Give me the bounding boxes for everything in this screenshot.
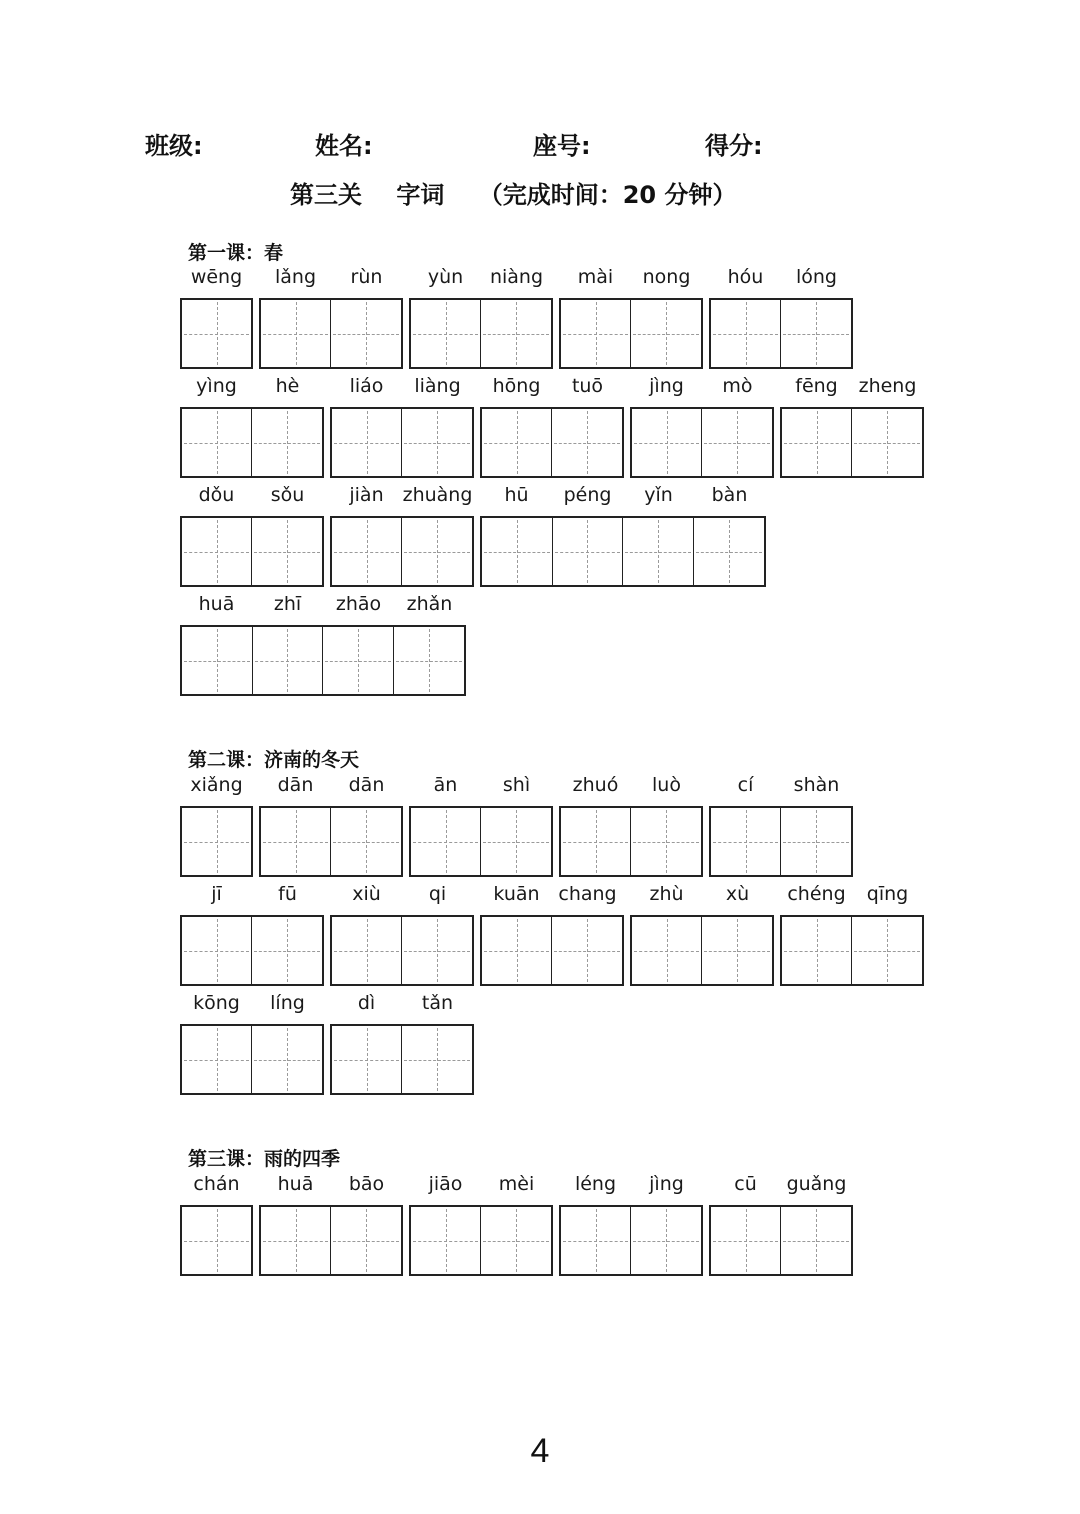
writing-cell[interactable]	[332, 917, 402, 984]
pinyin-label: yìng	[196, 375, 237, 397]
pinyin-label: zhāo	[335, 593, 382, 615]
pinyin-label: cí	[737, 774, 754, 796]
writing-cell[interactable]	[402, 917, 472, 984]
word-box-group	[180, 806, 253, 877]
pinyin-label: ān	[433, 774, 458, 796]
pinyin-label: dǒu	[198, 484, 235, 506]
writing-cell[interactable]	[331, 1207, 401, 1274]
pinyin-label: chang	[558, 883, 617, 905]
word-box-group	[409, 806, 553, 877]
writing-cell[interactable]	[182, 300, 251, 367]
pinyin-label: xiù	[352, 883, 381, 905]
word-box-group	[709, 1205, 853, 1276]
writing-cell[interactable]	[782, 409, 852, 476]
pinyin-label: yǐn	[644, 484, 673, 506]
pinyin-label: lǎng	[274, 266, 317, 288]
writing-cell[interactable]	[694, 518, 765, 585]
writing-cell[interactable]	[782, 917, 852, 984]
pinyin-label: guǎng	[786, 1173, 847, 1195]
word-box-group	[180, 915, 324, 986]
pinyin-label: qīng	[866, 883, 909, 905]
writing-cell[interactable]	[182, 1207, 251, 1274]
word-box-group	[559, 298, 703, 369]
writing-cell[interactable]	[702, 917, 772, 984]
writing-cell[interactable]	[182, 808, 251, 875]
writing-cell[interactable]	[552, 917, 622, 984]
writing-cell[interactable]	[631, 300, 701, 367]
pinyin-label: lóng	[795, 266, 837, 288]
pinyin-label: dān	[277, 774, 314, 796]
pinyin-label: huā	[198, 593, 235, 615]
writing-cell[interactable]	[481, 300, 551, 367]
pinyin-label: kōng	[193, 992, 240, 1014]
pinyin-label: jiàn	[349, 484, 384, 506]
pinyin-label: jìng	[649, 375, 684, 397]
writing-cell[interactable]	[482, 409, 552, 476]
word-box-group	[180, 298, 253, 369]
pinyin-label: jī	[211, 883, 222, 905]
pinyin-label: bāo	[348, 1173, 385, 1195]
word-box-group	[330, 1024, 474, 1095]
word-box-group	[559, 1205, 703, 1276]
pinyin-label: bàn	[711, 484, 748, 506]
writing-cell[interactable]	[261, 1207, 331, 1274]
pinyin-label: wēng	[190, 266, 243, 288]
lesson-title: 第二课：济南的冬天	[188, 749, 360, 771]
pinyin-label: jiāo	[428, 1173, 463, 1195]
pinyin-label: rùn	[350, 266, 383, 288]
writing-cell[interactable]	[182, 917, 252, 984]
pinyin-label: mài	[577, 266, 614, 288]
writing-cell[interactable]	[252, 409, 322, 476]
seat-field-label: 座号:	[533, 132, 591, 160]
writing-cell[interactable]	[332, 409, 402, 476]
writing-cell[interactable]	[411, 300, 481, 367]
writing-cell[interactable]	[481, 808, 551, 875]
word-box-group	[330, 407, 474, 478]
pinyin-label: péng	[563, 484, 612, 506]
pinyin-label: chéng	[787, 883, 846, 905]
word-box-group	[709, 298, 853, 369]
word-box-group	[180, 625, 466, 696]
writing-cell[interactable]	[261, 808, 331, 875]
pinyin-label: huā	[277, 1173, 314, 1195]
word-box-group	[409, 298, 553, 369]
writing-cell[interactable]	[402, 518, 472, 585]
word-box-group	[259, 806, 403, 877]
writing-cell[interactable]	[711, 1207, 781, 1274]
pinyin-label: mò	[722, 375, 753, 397]
title-topic: 字词	[396, 181, 445, 209]
writing-cell[interactable]	[852, 409, 922, 476]
writing-cell[interactable]	[182, 409, 252, 476]
pinyin-label: tuō	[571, 375, 604, 397]
writing-cell[interactable]	[781, 1207, 851, 1274]
pinyin-label: fēng	[795, 375, 838, 397]
writing-cell[interactable]	[182, 1026, 252, 1093]
title-time-limit: （完成时间：20 分钟）	[478, 181, 737, 209]
writing-cell[interactable]	[561, 1207, 631, 1274]
writing-cell[interactable]	[561, 808, 631, 875]
writing-cell[interactable]	[482, 518, 553, 585]
word-box-group	[259, 1205, 403, 1276]
writing-cell[interactable]	[252, 1026, 322, 1093]
writing-cell[interactable]	[623, 518, 694, 585]
pinyin-label: luò	[652, 774, 681, 796]
pinyin-label: mèi	[498, 1173, 535, 1195]
writing-cell[interactable]	[323, 627, 394, 694]
word-box-group	[330, 915, 474, 986]
pinyin-label: dì	[357, 992, 376, 1014]
writing-cell[interactable]	[252, 917, 322, 984]
writing-cell[interactable]	[332, 1026, 402, 1093]
writing-cell[interactable]	[561, 300, 631, 367]
pinyin-label: zhǎn	[406, 593, 453, 615]
pinyin-label: chán	[193, 1173, 240, 1195]
pinyin-label: cū	[734, 1173, 757, 1195]
pinyin-label: hū	[504, 484, 529, 506]
writing-cell[interactable]	[331, 808, 401, 875]
page-number: 4	[530, 1432, 550, 1470]
writing-cell[interactable]	[331, 300, 401, 367]
writing-cell[interactable]	[781, 300, 851, 367]
writing-cell[interactable]	[481, 1207, 551, 1274]
writing-cell[interactable]	[182, 627, 253, 694]
writing-cell[interactable]	[411, 1207, 481, 1274]
writing-cell[interactable]	[394, 627, 465, 694]
writing-cell[interactable]	[482, 917, 552, 984]
writing-cell[interactable]	[781, 808, 851, 875]
title-level: 第三关	[290, 181, 362, 209]
writing-cell[interactable]	[553, 518, 624, 585]
lesson-title: 第三课：雨的四季	[188, 1148, 341, 1170]
word-box-group	[559, 806, 703, 877]
name-field-label: 姓名:	[315, 132, 373, 160]
pinyin-label: tǎn	[421, 992, 454, 1014]
writing-cell[interactable]	[253, 627, 324, 694]
word-box-group	[780, 915, 924, 986]
word-box-group	[480, 915, 624, 986]
pinyin-label: liáo	[349, 375, 384, 397]
pinyin-label: sǒu	[270, 484, 305, 506]
writing-cell[interactable]	[711, 808, 781, 875]
pinyin-label: hè	[275, 375, 300, 397]
score-field-label: 得分:	[705, 132, 763, 160]
writing-cell[interactable]	[632, 409, 702, 476]
page-title	[290, 175, 762, 210]
pinyin-label: shì	[502, 774, 531, 796]
word-box-group	[709, 806, 853, 877]
pinyin-label: fū	[278, 883, 297, 905]
writing-cell[interactable]	[632, 917, 702, 984]
word-box-group	[480, 407, 624, 478]
pinyin-label: jìng	[649, 1173, 684, 1195]
pinyin-label: niàng	[489, 266, 544, 288]
writing-cell[interactable]	[631, 808, 701, 875]
pinyin-label: hōng	[492, 375, 541, 397]
word-box-group	[180, 1205, 253, 1276]
writing-cell[interactable]	[182, 518, 252, 585]
writing-cell[interactable]	[402, 409, 472, 476]
pinyin-label: xiǎng	[190, 774, 243, 796]
writing-cell[interactable]	[702, 409, 772, 476]
writing-cell[interactable]	[711, 300, 781, 367]
pinyin-label: shàn	[793, 774, 840, 796]
word-box-group	[259, 298, 403, 369]
word-box-group	[630, 915, 774, 986]
pinyin-label: qi	[428, 883, 447, 905]
writing-cell[interactable]	[552, 409, 622, 476]
word-box-group	[630, 407, 774, 478]
pinyin-label: zhuó	[572, 774, 619, 796]
word-box-group	[180, 516, 324, 587]
word-box-group	[180, 407, 324, 478]
pinyin-label: zhù	[649, 883, 684, 905]
pinyin-label: hóu	[727, 266, 764, 288]
word-box-group	[480, 516, 766, 587]
word-box-group	[180, 1024, 324, 1095]
pinyin-label: yùn	[427, 266, 464, 288]
writing-cell[interactable]	[411, 808, 481, 875]
writing-cell[interactable]	[631, 1207, 701, 1274]
pinyin-label: liàng	[414, 375, 461, 397]
pinyin-label: zheng	[858, 375, 917, 397]
pinyin-label: xù	[725, 883, 750, 905]
writing-cell[interactable]	[852, 917, 922, 984]
word-box-group	[330, 516, 474, 587]
pinyin-label: líng	[270, 992, 305, 1014]
writing-cell[interactable]	[252, 518, 322, 585]
word-box-group	[780, 407, 924, 478]
pinyin-label: kuān	[493, 883, 540, 905]
pinyin-label: nong	[642, 266, 691, 288]
class-field-label: 班级:	[145, 132, 203, 160]
writing-cell[interactable]	[402, 1026, 472, 1093]
word-box-group	[409, 1205, 553, 1276]
writing-cell[interactable]	[332, 518, 402, 585]
pinyin-label: zhuàng	[402, 484, 473, 506]
lesson-title: 第一课：春	[188, 242, 284, 264]
writing-cell[interactable]	[261, 300, 331, 367]
pinyin-label: dān	[348, 774, 385, 796]
pinyin-label: léng	[574, 1173, 617, 1195]
pinyin-label: zhī	[273, 593, 302, 615]
